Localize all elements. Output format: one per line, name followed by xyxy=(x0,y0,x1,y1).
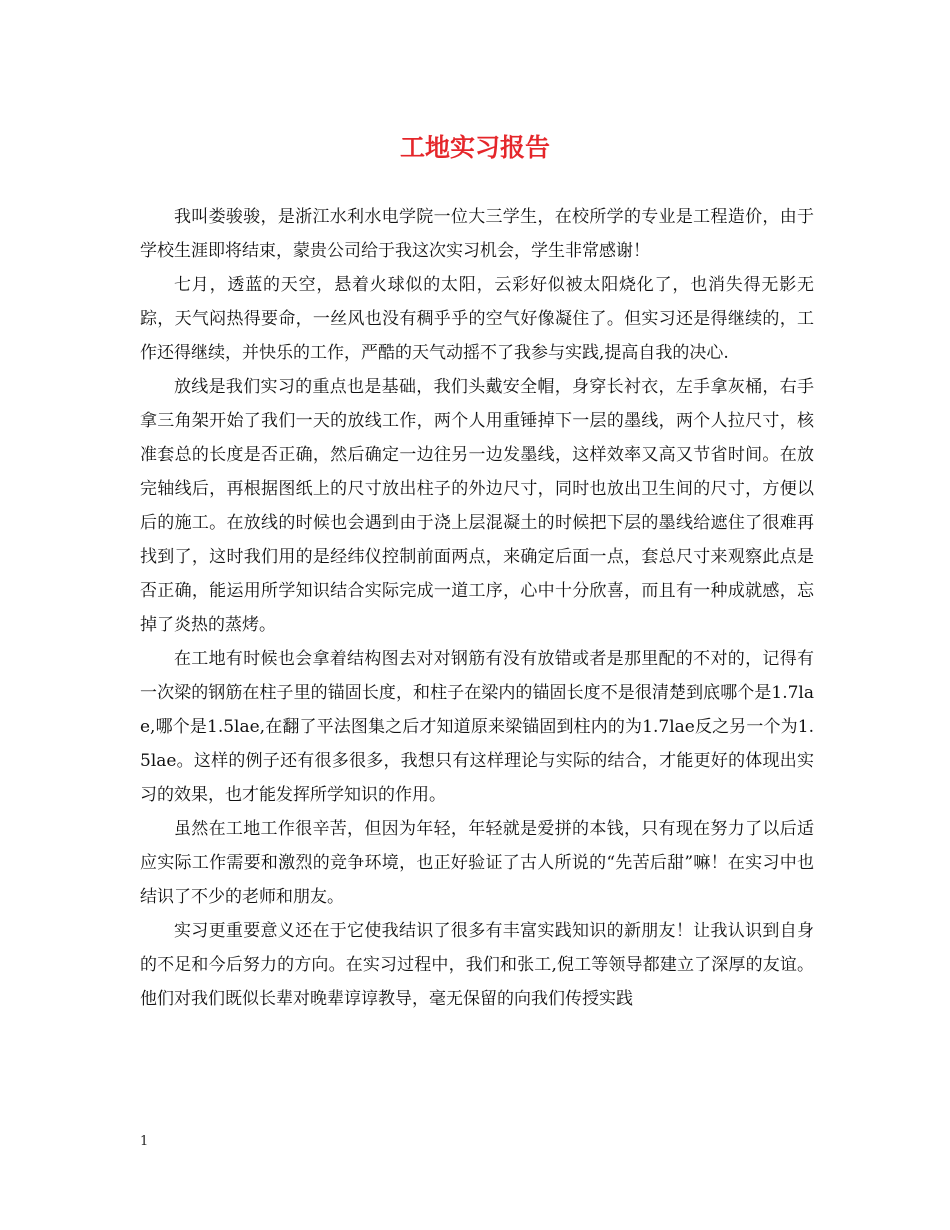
paragraph: 虽然在工地工作很辛苦，但因为年轻，年轻就是爱拼的本钱，只有现在努力了以后适应实际工作需要和激烈的竞争环境，也正好验证了古人所说的“先苦后甜”嘛！在实习中也结识了不少的老师和朋友。 xyxy=(140,819,814,907)
paragraph: 在工地有时候也会拿着结构图去对对钢筋有没有放错或者是那里配的不对的，记得有一次梁的钢筋在柱子里的锚固长度，和柱子在梁内的锚固长度不是很清楚到底哪个是1.7lae,哪个是1.5lae,在翻了平法图集之后才知道原来梁锚固到柱内的为1.7lae反之另一个为1.5lae。这样的例子还有很多很多，我想只有这样理论与实际的结合，才能更好的体现出实习的效果，也才能发挥所学知识的作用。 xyxy=(140,649,814,805)
document-title: 工地实习报告 xyxy=(399,133,550,162)
page-number: 1 xyxy=(140,1134,149,1149)
paragraph: 放线是我们实习的重点也是基础，我们头戴安全帽，身穿长衬衣，左手拿灰桶，右手拿三角架开始了我们一天的放线工作，两个人用重锤掉下一层的墨线，两个人拉尺寸，核准套总的长度是否正确，然后确定一边往另一边发墨线，这样效率又高又节省时间。在放完轴线后，再根据图纸上的尺寸放出柱子的外边尺寸，同时也放出卫生间的尺寸，方便以后的施工。在放线的时候也会遇到由于浇上层混凝土的时候把下层的墨线给遮住了很难再找到了，这时我们用的是经纬仪控制前面两点，来确定后面一点，套总尺寸来观察此点是否正确，能运用所学知识结合实际完成一道工序，心中十分欣喜，而且有一种成就感，忘掉了炎热的蒸烤。 xyxy=(140,377,814,635)
paragraph: 实习更重要意义还在于它使我结识了很多有丰富实践知识的新朋友！让我认识到自身的不足和今后努力的方向。在实习过程中，我们和张工,倪工等领导都建立了深厚的友谊。他们对我们既似长辈对晚辈谆谆教导，毫无保留的向我们传授实践 xyxy=(140,921,814,1009)
document-body xyxy=(140,200,814,1016)
paragraph: 七月，透蓝的天空，悬着火球似的太阳，云彩好似被太阳烧化了，也消失得无影无踪，天气闷热得要命，一丝风也没有稠乎乎的空气好像凝住了。但实习还是得继续的，工作还得继续，并快乐的工作，严酷的天气动摇不了我参与实践,提高自我的决心. xyxy=(140,275,814,363)
paragraph: 我叫娄骏骏，是浙江水利水电学院一位大三学生，在校所学的专业是工程造价，由于学校生涯即将结束，蒙贵公司给于我这次实习机会，学生非常感谢！ xyxy=(140,207,814,261)
